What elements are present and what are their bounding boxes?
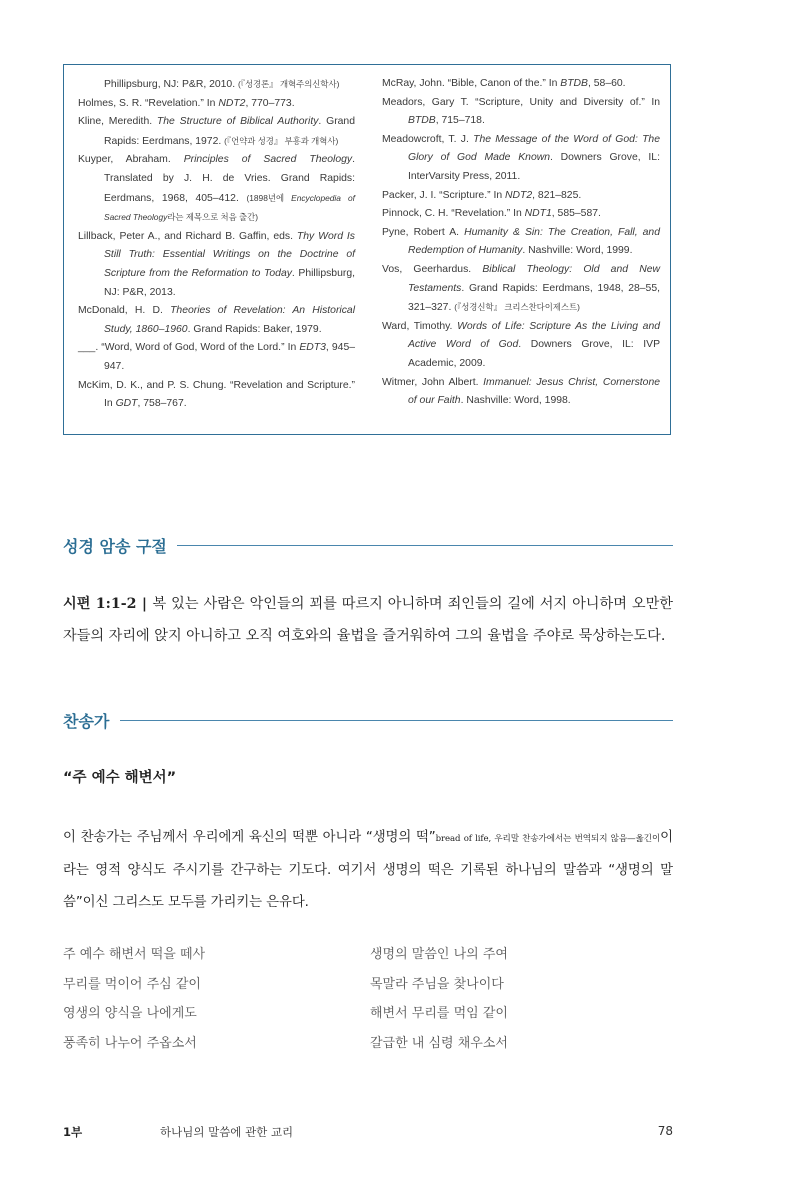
footer-part: 1부 xyxy=(63,1125,83,1139)
section-title: 찬송가 xyxy=(63,712,110,731)
bib-title: Biblical Theology: Old and New Testaments xyxy=(408,263,661,294)
bibliography-entry xyxy=(78,377,355,414)
bibliography-entry xyxy=(78,228,355,302)
bib-text: Ward, Timothy. xyxy=(382,320,458,332)
bib-text: Meadowcroft, T. J. xyxy=(382,133,474,145)
bib-title: NDT2 xyxy=(505,189,533,201)
bib-text: Vos, Geerhardus. xyxy=(382,263,483,275)
bib-text: , 945–947. xyxy=(104,342,355,372)
bib-text: . Nashville: Word, 1998. xyxy=(460,395,571,407)
lyric-line: 갈급한 내 심령 채우소서 xyxy=(370,1035,508,1051)
memory-verse xyxy=(63,588,673,652)
bib-title: BTDB xyxy=(560,78,588,89)
bib-title: NDT2 xyxy=(218,97,246,109)
bib-text: , 585–587. xyxy=(551,208,601,220)
bib-text: (『성경론』 개혁주의신학사) xyxy=(238,79,340,89)
bib-text: Holmes, S. R. “Revelation.” In xyxy=(78,97,219,109)
lyrics-column-left xyxy=(63,940,205,1058)
bibliography-entry xyxy=(382,261,660,318)
bib-text: , 715–718. xyxy=(435,115,485,127)
bib-title: The Structure of Biblical Authority xyxy=(156,116,319,128)
translator-note: bread of life, 우리말 찬송가에서는 번역되지 않음—옮긴이 xyxy=(435,834,661,844)
bib-title: Immanuel: Jesus Christ, Cornerstone of our Faith xyxy=(408,376,660,407)
bibliography-entry xyxy=(382,205,660,224)
bibliography-entry xyxy=(382,318,660,374)
bib-text: Kuyper, Abraham. xyxy=(78,154,184,166)
bib-text: Lillback, Peter A., and Richard B. Gaffin, eds. xyxy=(78,230,297,242)
page-footer xyxy=(63,1124,673,1144)
bib-text: (『성경신학』 크리스찬다이제스트) xyxy=(454,302,580,313)
bib-text: Packer, J. I. “Scripture.” In xyxy=(382,189,505,201)
hymn-heading xyxy=(63,709,673,733)
verse-text: 복 있는 사람은 악인들의 꾀를 따르지 아니하며 죄인들의 길에 서지 아니하며 오만한 자들의 자리에 앉지 아니하고 오직 여호와의 율법을 즐거워하여 그의 율법을 주야로 묵상하는도다. xyxy=(63,596,673,644)
bib-text: McRay, John. “Bible, Canon of the.” In xyxy=(382,78,561,89)
bib-title: Theories of Revelation: An Historical Study, 1860–1960 xyxy=(104,305,356,335)
bib-title: EDT3 xyxy=(299,342,326,354)
bibliography-entry xyxy=(382,94,660,131)
bib-text: Pinnock, C. H. “Revelation.” In xyxy=(382,208,525,220)
bib-text: , 821–825. xyxy=(532,189,582,201)
lyric-line: 생명의 말씀인 나의 주여 xyxy=(370,947,508,962)
desc-text: 이라는 영적 양식도 주시기를 간구하는 기도다. 여기서 생명의 떡은 기록된 하나님의 말씀과 “생명의 말씀”이신 그리스도 모두를 가리키는 은유다. xyxy=(63,830,673,910)
bibliography-entry xyxy=(78,339,355,376)
bibliography-entry xyxy=(382,187,660,206)
bib-text: , 758–767. xyxy=(137,398,187,410)
lyric-line: 풍족히 나누어 주옵소서 xyxy=(63,1035,197,1051)
bib-text: . Nashville: Word, 1999. xyxy=(522,245,633,257)
footer-chapter: 하나님의 말씀에 관한 교리 xyxy=(160,1125,294,1139)
bib-text: (1898년에 xyxy=(246,192,292,203)
bib-text: McDonald, H. D. xyxy=(78,305,171,317)
lyric-line: 목말라 주님을 찾나이다 xyxy=(370,976,504,992)
bib-text: (『언약과 성경』 부흥과 개혁사) xyxy=(224,135,339,146)
bibliography-box xyxy=(63,64,671,435)
bib-text: , 770–773. xyxy=(245,97,295,109)
lyric-line: 해변서 무리를 먹임 같이 xyxy=(370,1006,508,1021)
bibliography-entry xyxy=(382,131,660,187)
heading-rule xyxy=(177,545,673,546)
bib-text: 라는 제목으로 처음 출간) xyxy=(167,212,258,223)
bib-title: BTDB xyxy=(408,115,436,127)
heading-rule xyxy=(120,720,673,721)
bib-text: , 58–60. xyxy=(587,78,626,89)
bibliography-entry xyxy=(78,95,355,114)
section-title: 성경 암송 구절 xyxy=(63,537,167,556)
bib-title: Encyclopedia of Sacred Theology xyxy=(104,192,355,223)
bib-text: . Grand Rapids: Eerdmans, 1972. xyxy=(104,116,355,147)
bibliography-entry xyxy=(78,113,355,151)
bib-title: Humanity & Sin: The Creation, Fall, and Redemption of Humanity xyxy=(408,226,660,257)
bib-text: Kline, Meredith. xyxy=(78,116,157,128)
bib-text: . Grand Rapids: Eerdmans, 1948, 28–55, 321–327. xyxy=(408,282,660,314)
bibliography-entry xyxy=(382,224,660,261)
bib-text: . Translated by J. H. de Vries. Grand Rapids: Eerdmans, 1968, 405–412. xyxy=(104,154,355,204)
bib-title: Thy Word Is Still Truth: Essential Writings on the Doctrine of Scripture from the Reformation to Today xyxy=(104,230,355,279)
bib-title: The Message of the Word of God: The Glory of God Made Known xyxy=(408,133,660,164)
desc-text: 이 찬송가는 주님께서 우리에게 육신의 떡뿐 아니라 “생명의 떡” xyxy=(63,830,436,845)
bibliography-column-left xyxy=(78,75,355,414)
bib-title: Principles of Sacred Theology xyxy=(183,154,353,166)
hymn-description xyxy=(63,822,673,919)
bib-text: Witmer, John Albert. xyxy=(382,376,484,388)
lyric-line: 무리를 먹이어 주심 같이 xyxy=(63,976,201,992)
bib-text: . Downers Grove, IL: IVP Academic, 2009. xyxy=(408,339,660,369)
bib-title: Words of Life: Scripture As the Living and Active Word of God xyxy=(408,320,661,351)
bibliography-entry xyxy=(78,75,355,95)
bib-title: NDT1 xyxy=(524,208,552,220)
bib-text: ___. “Word, Word of God, Word of the Lord.” In xyxy=(78,342,300,354)
bib-text: . Downers Grove, IL: InterVarsity Press, 2011. xyxy=(408,152,660,182)
lyric-line: 영생의 양식을 나에게도 xyxy=(63,1006,197,1021)
bib-text: . Grand Rapids: Baker, 1979. xyxy=(187,323,322,335)
hymn-title: “주 예수 해변서” xyxy=(63,770,177,786)
page-number: 78 xyxy=(657,1124,673,1138)
bib-text: Pyne, Robert A. xyxy=(382,226,465,238)
bibliography-column-right xyxy=(382,75,660,411)
bibliography-entry xyxy=(78,302,355,339)
memory-verse-heading xyxy=(63,534,673,558)
bib-title: GDT xyxy=(115,398,138,410)
bib-text: Phillipsburg, NJ: P&R, 2010. xyxy=(104,79,238,90)
bibliography-entry xyxy=(78,151,355,227)
bib-text: Meadors, Gary T. “Scripture, Unity and Diversity of.” In xyxy=(382,96,660,108)
bibliography-entry xyxy=(382,75,660,94)
verse-reference: 시편 1:1-2 | xyxy=(63,596,153,612)
bibliography-entry xyxy=(382,374,660,411)
lyric-line: 주 예수 해변서 떡을 떼사 xyxy=(63,947,206,962)
lyrics-column-right xyxy=(370,940,508,1058)
bib-text: McKim, D. K., and P. S. Chung. “Revelation and Scripture.” In xyxy=(78,379,355,410)
bib-text: . Phillipsburg, NJ: P&R, 2013. xyxy=(104,267,355,298)
